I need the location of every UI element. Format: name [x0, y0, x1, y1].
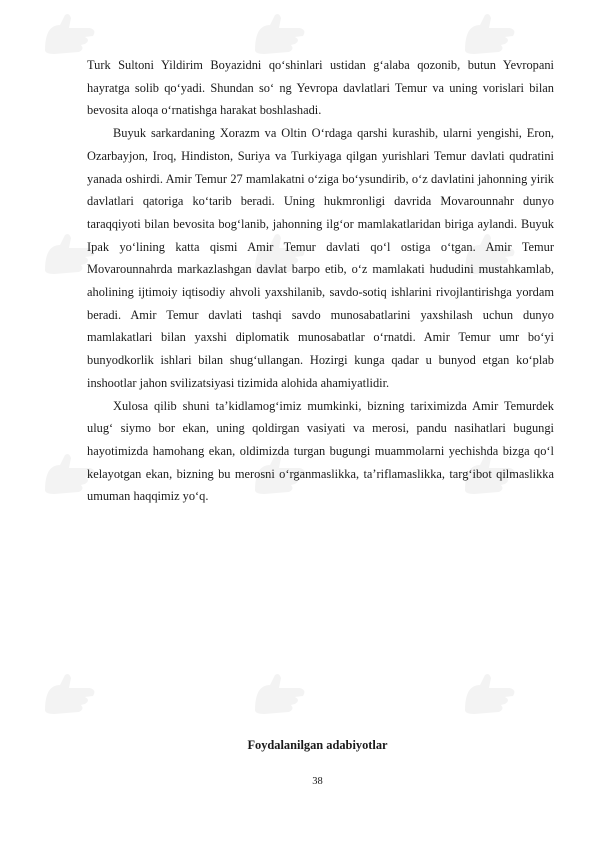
- paragraph-2: Buyuk sarkardaning Xorazm va Oltin O‘rdaga qarshi kurashib, ularni yengishi, Eron, Ozarbayjon, Iroq, Hindiston, Suriya va Turkiyaga qilgan yurishlari Temur davlati qudratini yanada oshirdi. Amir Temur 27 mamlakatni o‘ziga bo‘ysundirib, o‘z davlatini jahonning yirik davlatlari qatoriga ko‘tarib beradi. Uning hukmronligi davrida Movarounnahr dunyo taraqqiyoti bilan bevosita bog‘lanib, jahonning ilg‘or mamlakatlaridan biriga aylandi. Buyuk Ipak yo‘lining katta qismi Amir Temur davlati qo‘l ostiga o‘tgan. Amir Temur Movarounnahrda markazlashgan davlat barpo etib, o‘z mamlakati hududini mustahkamlab, aholining ijtimoiy iqtisodiy ahvoli yaxshilanib, savdo-sotiq ishlarini rivojlantirishga yordam beradi. Amir Temur davlati tashqi savdo munosabatlarini yaxshilash uchun dunyo mamlakatlari bilan yaxshi diplomatik munosabatlar o‘rnatdi. Amir Temur umr bo‘yi bunyodkorlik ishlari bilan shug‘ullangan. Hozirgi kunga qadar u bunyod etgan ko‘plab inshootlar jahon svilizatsiyasi tizimida alohida ahamiyatlidir.: [87, 126, 554, 390]
- watermark-hand-icon: [245, 670, 315, 720]
- page-number: 38: [312, 776, 323, 787]
- references-heading: Foydalanilgan adabiyotlar: [247, 738, 388, 752]
- watermark-hand-icon: [455, 670, 525, 720]
- watermark-hand-icon: [245, 10, 315, 60]
- watermark-hand-icon: [455, 10, 525, 60]
- paragraph-1: Turk Sultoni Yildirim Boyazidni qo‘shinlari ustidan g‘alaba qozonib, butun Yevropani hayratga solib qo‘yadi. Shundan so‘ ng Yevropa davlatlari Temur va uning vorislari bilan bevosita aloqa o‘rnatishga harakat boshlashadi.: [87, 58, 554, 118]
- watermark-hand-icon: [35, 670, 105, 720]
- paragraph-3: Xulosa qilib shuni ta’kidlamog‘imiz mumkinki, bizning tariximizda Amir Temurdek ulug‘ siymo bor ekan, uning qoldirgan vasiyati va merosi, pandu nasihatlari bugungi hayotimizda hamohang ekan, oldimizda turgan bugungi muammolarni yechishda bizga qo‘l kelayotgan ekan, bizning bu merosni o‘rganmaslikka, ta’riflamaslikka, targ‘ibot qilmaslikka umuman haqqimiz yo‘q.: [87, 398, 554, 504]
- watermark-hand-icon: [35, 10, 105, 60]
- body-text: [87, 54, 554, 508]
